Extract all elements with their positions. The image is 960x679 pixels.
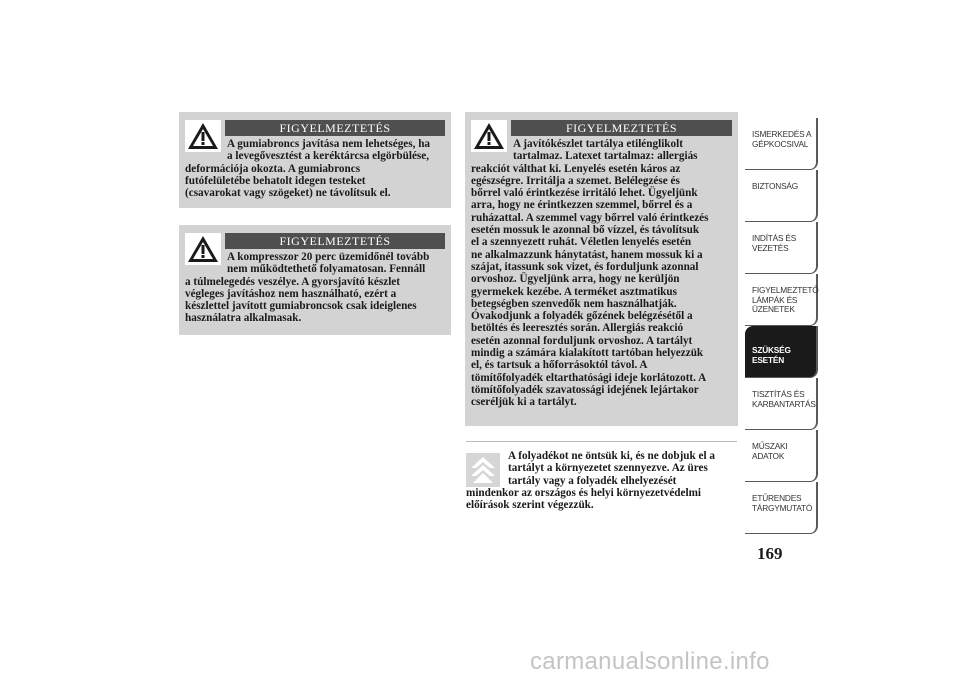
text-line: A folyadékot ne öntsük ki, és ne dobjuk el a (508, 450, 716, 462)
warning-box-1 (179, 112, 451, 208)
tab-szukseg-esetén[interactable]: SZÜKSÉG ESETÉN (745, 326, 818, 378)
text-line: orvoshoz. Ügyeljünk arra, hogy ne kerüljön (471, 273, 680, 286)
text-line: A kompresszor 20 perc üzemidőnél tovább (227, 251, 430, 263)
text-line: A javítókészlet tartálya etilénglikolt (513, 138, 683, 150)
page-number: 169 (757, 544, 783, 563)
warning-heading: FIGYELMEZTETÉS (225, 120, 445, 136)
text-line: tartály vagy a folyadék elhelyezését (508, 474, 677, 487)
text-line: betöltés és leeresztés során. Allergiás reakció (471, 322, 684, 335)
text-line: el a szennyezett ruhát. Véletlen lenyelés esetén (471, 236, 692, 249)
text-line: tömítőfolyadék szavatossági idejének lejártakor (471, 383, 699, 396)
text-line: bőrrel való érintkezése irritáló lehet. Ügyeljünk (471, 187, 698, 200)
warning-text (471, 138, 732, 409)
text-line: futófelületébe behatolt idegen testeket (185, 174, 366, 187)
text-line: mindenkor az országos és helyi környezetvédelmi (466, 486, 702, 499)
tab-targymutato[interactable]: ETŰRENDES TÁRGYMUTATÓ (745, 482, 818, 534)
section-divider (466, 441, 737, 442)
text-line: cseréljük ki a tartályt. (471, 396, 577, 409)
text-line: mindig a számára kialakított tartóban helyezzük (471, 347, 704, 360)
text-line: deformációja okozta. A gumiabroncs (185, 162, 361, 175)
text-line: ne alkalmazzunk hánytatást, hanem mossuk ki a (471, 248, 703, 261)
text-line: végleges javításhoz nem használható, ezért a (185, 287, 397, 300)
text-line: tartályt a környezetet szennyezve. Az üres (508, 462, 708, 475)
text-line: nem működtethető folyamatosan. Fennáll (227, 263, 426, 276)
text-line: a levegővesztést a keréktárcsa elgörbülése, (227, 150, 430, 163)
tab-inditas[interactable]: INDÍTÁS ÉS VEZETÉS (745, 222, 818, 274)
text-line: a túlmelegedés veszélye. A gyorsjavító készlet (185, 275, 400, 288)
text-line: ruházattal. A szemmel vagy bőrrel való érintkezés (471, 211, 709, 224)
warning-triangle-icon (185, 233, 221, 265)
text-line: gyermekek kezébe. A terméket asztmatikus (471, 285, 677, 298)
text-line: tömítőfolyadék eltarthatósági ideje korlátozott. A (471, 371, 707, 384)
tab-figyelmezteto[interactable]: FIGYELMEZTETŐ LÁMPÁK ÉS ÜZENETEK (745, 274, 818, 326)
text-line: Óvakodjunk a folyadék gőzének belégzésétől a (471, 310, 693, 323)
warning-box-3 (465, 112, 738, 426)
watermark: carmanualsonline.info (530, 648, 770, 675)
warning-heading: FIGYELMEZTETÉS (225, 233, 445, 249)
chapter-tabs (745, 118, 818, 534)
tab-muszaki-adatok[interactable]: MŰSZAKI ADATOK (745, 430, 818, 482)
tab-tisztitas[interactable]: TISZTÍTÁS ÉS KARBANTARTÁS (745, 378, 818, 430)
text-line: A gumiabroncs javítása nem lehetséges, ha (227, 138, 431, 150)
text-line: (csavarokat vagy szögeket) ne távolítsuk el. (185, 187, 391, 200)
tab-biztonsag[interactable]: BIZTONSÁG (745, 170, 818, 222)
text-line: esetén azonnal forduljunk orvoshoz. A tartályt (471, 334, 693, 347)
warning-text (185, 138, 445, 199)
text-line: használatra alkalmasak. (185, 312, 302, 325)
text-line: reakciót válthat ki. Lenyelés esetén káros az (471, 162, 681, 175)
warning-heading: FIGYELMEZTETÉS (511, 120, 732, 136)
warning-box-2 (179, 225, 451, 335)
warning-triangle-icon (471, 120, 507, 152)
text-line: betegségben szenvedők nem használhatják. (471, 297, 677, 310)
text-line: tartalmaz. Latexet tartalmaz: allergiás (513, 150, 698, 163)
text-line: arra, hogy ne érintkezzen szemmel, bőrrel és a (471, 199, 693, 212)
warning-triangle-icon (185, 120, 221, 152)
environment-note (466, 450, 736, 511)
text-line: esetén mossuk le azonnal bő vízzel, és távolítsuk (471, 224, 700, 237)
text-line: egészségre. Irritálja a szemet. Belélegzése és (471, 174, 680, 187)
warning-text (185, 251, 445, 325)
tab-ismerkedes[interactable]: ISMERKEDÉS A GÉPKOCSIVAL (745, 118, 818, 170)
text-line: el, és tartsuk a hőforrásoktól távol. A (471, 359, 648, 372)
text-line: készlettel javított gumiabroncsok csak ideiglenes (185, 300, 417, 313)
text-line: szájat, itassunk sok vizet, és forduljunk azonnal (471, 260, 699, 273)
text-line: előírások szerint végezzük. (466, 499, 594, 512)
